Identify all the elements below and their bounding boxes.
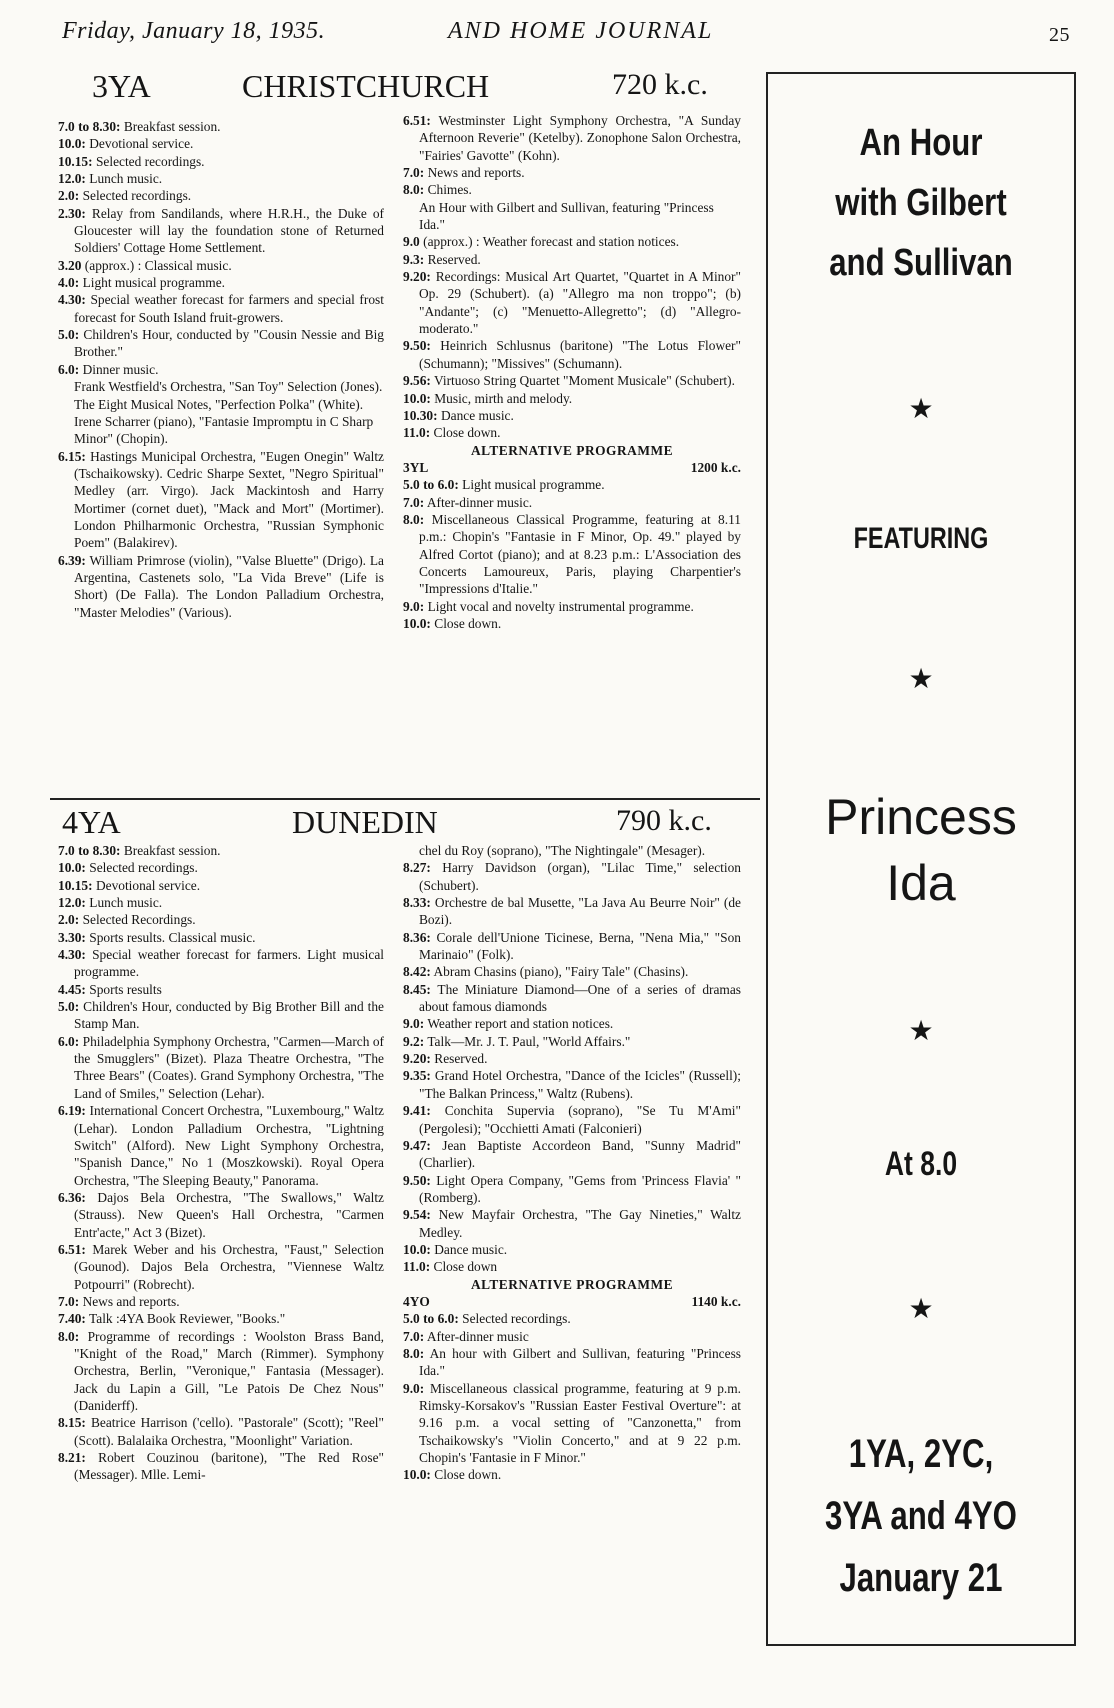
alternative-station-row [403, 459, 741, 476]
entry-text: Weather report and station notices. [427, 1016, 614, 1032]
entry-text: Close down [433, 1259, 498, 1275]
entry-time: 9.35: [403, 1068, 431, 1084]
entry-text: Selected recordings. [95, 153, 205, 169]
entry-time: 6.51: [403, 113, 431, 128]
entry-text: Miscellaneous classical programme, featuring at 9 p.m. Rimsky-Korsakov's "Russian Easter Festival Overture": at 9.16 p.m. a vocal setting of "Canzonetta," from Tschaikowsky's "Violin Concerto," and at 9 22 p.m. Chopin's 'Fantasie in F Minor." [419, 1380, 741, 1466]
entry-text: Heinrich Schlusnus (baritone) "The Lotus Flower" (Schumann); "Missives" (Schumann). [419, 338, 741, 371]
entry-text: After-dinner music [426, 1328, 529, 1344]
programme-entry [403, 199, 741, 234]
programme-entry [403, 929, 741, 964]
programme-entry [58, 998, 384, 1033]
advert-stations-line2: 3YA and 4YO [825, 1494, 1017, 1538]
entry-time: 2.0: [58, 912, 80, 928]
station-callsign: 4YA [62, 804, 121, 840]
entry-time: 9.2: [403, 1033, 425, 1049]
programme-entry [58, 326, 384, 361]
alt-station-frequency: 1200 k.c. [690, 459, 741, 475]
christchurch-right-column [403, 112, 741, 632]
programme-entry [403, 842, 741, 859]
entry-text: Devotional service. [89, 136, 194, 152]
programme-entry [58, 170, 384, 187]
entry-text: An hour with Gilbert and Sullivan, featuring "Princess Ida." [419, 1345, 741, 1379]
programme-entry [58, 274, 384, 291]
entry-time: 10.0: [403, 390, 431, 406]
programme-entry [403, 598, 741, 615]
programme-entry [403, 372, 741, 389]
advert-title-line1: Princess [825, 789, 1017, 845]
entry-time: 9.54: [403, 1207, 431, 1223]
entry-text: Dajos Bela Orchestra, "The Swallows," Waltz (Strauss). New Queen's Hall Orchestra, "Carmen Entr'acte," Act 3 (Bizet). [74, 1189, 384, 1240]
entry-time: 8.27: [403, 860, 431, 876]
programme-entry [403, 1380, 741, 1467]
entry-time: 2.0: [58, 188, 80, 204]
alt-station-callsign: 4YO [403, 1293, 430, 1309]
entry-time: 12.0: [58, 171, 86, 187]
entry-text: International Concert Orchestra, "Luxembourg," Waltz (Lehar). London Palladium Orchestra, "Lightning Switch" (Alford). New Light Symphony Orchestra, "Spanish Dance," No 1 (Moszkowski). Royal Opera Orchestra, "The Sleeping Beauty," Panorama. [74, 1103, 384, 1188]
programme-entry [403, 337, 741, 372]
entry-text: (approx.) : Classical music. [84, 257, 232, 273]
entry-text: News and reports. [82, 1293, 180, 1309]
station-heading-3ya [60, 68, 760, 108]
entry-text: New Mayfair Orchestra, "The Gay Nineties," Waltz Medley. [419, 1207, 741, 1240]
entry-time: 9.41: [403, 1103, 431, 1119]
entry-time: 10.30: [403, 407, 438, 423]
star-icon: ★ [908, 1293, 934, 1324]
programme-entry [58, 1449, 384, 1484]
entry-text: Programme of recordings : Woolston Brass Band, "Knight of the Road," March (Rimmer). Symphony Orchestra, Berlin, "Veronique," Fantasia (Messager). Jack du Lapin a Gill, "Le Patois De Chez Nous" (Daniderff). [74, 1328, 384, 1413]
programme-entry [403, 859, 741, 894]
entry-time: 8.0: [58, 1328, 80, 1344]
entry-text: Conchita Supervia (soprano), "Se Tu M'Ami" (Pergolesi); "Occhietti Amati (Falconieri) [419, 1103, 741, 1136]
entry-time: 9.50: [403, 338, 431, 354]
entry-time: 4.30: [58, 292, 86, 308]
entry-text: Sports results. Classical music. [89, 929, 256, 945]
entry-time: 7.0: [403, 494, 425, 510]
advert-title-line2: Ida [886, 855, 956, 911]
programme-entry [58, 1328, 384, 1415]
programme-entry [403, 164, 741, 181]
entry-text: Special weather forecast for farmers and special frost forecast for South Island fruit-growers. [74, 292, 384, 325]
entry-time: 6.36: [58, 1189, 86, 1205]
programme-entry [58, 894, 384, 911]
programme-entry [403, 1328, 741, 1345]
programme-entry [403, 1137, 741, 1172]
entry-time: 10.15: [58, 153, 93, 169]
programme-entry [58, 552, 384, 621]
entry-time: 10.15: [58, 877, 93, 893]
journal-title: AND HOME JOURNAL [448, 18, 714, 44]
programme-entry [58, 911, 384, 928]
section-divider [50, 798, 760, 800]
entry-text: Relay from Sandilands, where H.R.H., the Duke of Gloucester will lay the foundation stone of Returned Soldiers' Cottage Home Settlement. [74, 205, 384, 256]
programme-entry [58, 859, 384, 876]
entry-time: 5.0: [58, 327, 80, 343]
programme-entry [403, 181, 741, 198]
programme-entry [58, 448, 384, 552]
entry-time: 8.0: [403, 1345, 425, 1361]
entry-text: Lunch music. [89, 895, 163, 911]
entry-text: Breakfast session. [123, 119, 221, 134]
entry-time: 10.0: [403, 1241, 431, 1257]
programme-entry [403, 1206, 741, 1241]
entry-time: 7.40: [58, 1311, 86, 1327]
programme-entry [403, 1172, 741, 1207]
entry-text: chel du Roy (soprano), "The Nightingale" (Mesager). [419, 843, 706, 858]
programme-entry [58, 205, 384, 257]
entry-text: Dinner music. [82, 361, 159, 377]
entry-time: 7.0: [58, 1293, 80, 1309]
entry-text: Reserved. [427, 251, 481, 267]
entry-time: 8.45: [403, 981, 431, 997]
programme-entry [403, 1102, 741, 1137]
entry-text: Selected Recordings. [82, 912, 196, 928]
station-callsign: 3YA [92, 68, 151, 104]
entry-text: Philadelphia Symphony Orchestra, "Carmen—March of the Smugglers" (Bizet). Plaza Theatre Orchestra, "The Three Bears" (Coates). Grand Symphony Orchestra, "The Land of Smiles," Selection (Lehar). [74, 1033, 384, 1101]
entry-text: Breakfast session. [123, 843, 221, 858]
entry-text: Selected recordings. [89, 860, 198, 876]
station-city: CHRISTCHURCH [242, 68, 490, 104]
entry-text: Close down. [434, 615, 502, 631]
entry-text: Frank Westfield's Orchestra, "San Toy" Selection (Jones). The Eight Musical Notes, "Perfection Polka" (White). Irene Scharrer (piano), "Fantasie Impromptu in C Sharp Minor" (Chopin). [74, 379, 383, 447]
programme-entry [403, 233, 741, 250]
entry-text: Sports results [89, 981, 162, 997]
advert-stations-line1: 1YA, 2YC, [848, 1432, 994, 1476]
alternative-programme-heading: ALTERNATIVE PROGRAMME [470, 1276, 674, 1292]
entry-time: 8.0: [403, 182, 425, 198]
star-icon: ★ [908, 393, 934, 424]
entry-time: 9.50: [403, 1172, 431, 1188]
entry-time: 4.0: [58, 275, 80, 291]
programme-entry [403, 268, 741, 337]
entry-text: Reserved. [434, 1051, 488, 1067]
entry-text: An Hour with Gilbert and Sullivan, featuring "Princess Ida." [419, 199, 714, 233]
entry-time: 12.0: [58, 895, 86, 911]
programme-entry [403, 390, 741, 407]
entry-time: 9.20: [403, 1051, 431, 1067]
programme-entry [403, 1258, 741, 1275]
entry-time: 7.0: [403, 1328, 425, 1344]
entry-text: Close down. [434, 1467, 502, 1483]
programme-entry [58, 1293, 384, 1310]
entry-time: 9.0: [403, 598, 425, 614]
entry-text: Selected recordings. [462, 1311, 571, 1327]
entry-time: 8.15: [58, 1415, 86, 1431]
programme-entry [58, 135, 384, 152]
entry-time: 8.42: [403, 964, 431, 980]
entry-time: 8.33: [403, 895, 431, 911]
entry-time: 6.39: [58, 552, 86, 568]
station-frequency: 790 k.c. [616, 804, 712, 837]
entry-time: 4.45: [58, 981, 86, 997]
station-heading-4ya [60, 804, 760, 844]
entry-text: Talk—Mr. J. T. Paul, "World Affairs." [427, 1033, 631, 1049]
entry-text: Chimes. [427, 182, 472, 198]
entry-text: Special weather forecast for farmers. Light musical programme. [74, 947, 384, 980]
programme-entry [403, 407, 741, 424]
entry-text: Light Opera Company, "Gems from 'Princess Flavia' " (Romberg). [419, 1172, 741, 1205]
entry-time: 2.30: [58, 205, 86, 221]
programme-entry [403, 1345, 741, 1380]
programme-entry [403, 476, 741, 493]
page-header [28, 18, 1086, 52]
programme-entry [58, 378, 384, 447]
entry-text: Children's Hour, conducted by Big Brother Bill and the Stamp Man. [74, 999, 384, 1032]
entry-text: Orchestre de bal Musette, "La Java Au Beurre Noir" (de Bozi). [419, 895, 741, 928]
programme-entry [58, 842, 384, 859]
entry-time: 8.0: [403, 511, 425, 527]
entry-time: 9.3: [403, 251, 425, 267]
entry-text: (approx.) : Weather forecast and station notices. [423, 234, 680, 250]
entry-text: Music, mirth and melody. [434, 390, 573, 406]
star-icon: ★ [908, 663, 934, 694]
programme-entry [58, 946, 384, 981]
entry-time: 8.36: [403, 929, 431, 945]
entry-time: 10.0: [58, 136, 86, 152]
entry-text: Marek Weber and his Orchestra, "Faust," Selection (Gounod). Dajos Bela Orchestra, "Viennese Waltz Potpourri" (Robrecht). [74, 1241, 384, 1292]
entry-text: Light vocal and novelty instrumental programme. [427, 598, 694, 614]
entry-text: Light musical programme. [82, 275, 225, 291]
entry-text: After-dinner music. [426, 494, 533, 510]
entry-time: 11.0: [403, 1259, 431, 1275]
entry-time: 6.0: [58, 361, 80, 377]
programme-entry [403, 615, 741, 632]
entry-text: Dance music. [440, 407, 514, 423]
entry-time: 6.19: [58, 1103, 86, 1119]
entry-time: 9.0 [403, 234, 420, 250]
programme-entry [58, 981, 384, 998]
entry-time: 6.15: [58, 448, 86, 464]
programme-entry [403, 112, 741, 164]
entry-time: 6.51: [58, 1241, 86, 1257]
advert-headline-line2: with Gilbert [835, 182, 1007, 224]
programme-entry [403, 1310, 741, 1327]
entry-text: Hastings Municipal Orchestra, "Eugen Onegin" Waltz (Tschaikowsky). Cedric Sharpe Sextet, "Negro Spiritual" Medley (arr. Virgo). Jack Mackintosh and Harry Mortimer (cornet duet), "Mack and Mort" (Mortimer). London Philharmonic Orchestra, "Russian Symphonic Poem" (Balakirev). [74, 448, 384, 551]
programme-entry [58, 257, 384, 274]
entry-text: William Primrose (violin), "Valse Bluette" (Drigo). La Argentina, Castenets solo, "La Vida Breve" (Life is Short) (De Falla). The London Palladium Orchestra, "Master Melodies" (Various). [74, 552, 384, 620]
entry-text: Children's Hour, conducted by "Cousin Nessie and Big Brother." [74, 327, 384, 360]
entry-text: Virtuoso String Quartet "Moment Musicale" (Schubert). [434, 373, 735, 389]
advert-headline-line1: An Hour [859, 122, 983, 164]
entry-text: Harry Davidson (organ), "Lilac Time," selection (Schubert). [419, 860, 741, 893]
programme-entry [58, 361, 384, 378]
entry-text: Devotional service. [95, 877, 201, 893]
entry-text: Talk :4YA Book Reviewer, "Books." [89, 1311, 286, 1327]
gilbert-sullivan-advert [766, 72, 1076, 1646]
programme-entry [58, 187, 384, 204]
entry-text: Abram Chasins (piano), "Fairy Tale" (Chasins). [433, 964, 689, 980]
programme-entry [403, 511, 741, 598]
entry-time: 9.0: [403, 1016, 425, 1032]
programme-entry [58, 118, 384, 135]
entry-text: Close down. [433, 425, 501, 441]
entry-time: 3.30: [58, 929, 86, 945]
programme-entry [58, 1310, 384, 1327]
programme-entry [403, 1033, 741, 1050]
entry-time: 10.0: [403, 615, 431, 631]
advert-date: January 21 [839, 1556, 1003, 1600]
programme-entry [58, 1414, 384, 1449]
entry-time: 7.0 to 8.30: [58, 843, 121, 858]
entry-text: Miscellaneous Classical Programme, featuring at 8.11 p.m.: Chopin's "Fantasie in F Minor, Op. 49." played by Alfred Cortot (piano); and at 8.23 p.m.: L'Association des Concerts Lamoureux, Paris, playing Charpentier's "Impressions d'Italie." [419, 511, 741, 597]
entry-time: 11.0: [403, 425, 431, 441]
alt-station-callsign: 3YL [403, 459, 429, 475]
entry-text: Lunch music. [89, 171, 163, 187]
entry-text: Westminster Light Symphony Orchestra, "A Sunday Afternoon Reverie" (Ketelby). Zonophone Salon Orchestra, "Fairies' Gavotte" (Kohn). [419, 113, 741, 163]
programme-entry [403, 424, 741, 441]
entry-text: Dance music. [434, 1241, 508, 1257]
entry-time: 9.20: [403, 269, 431, 285]
entry-time: 5.0: [58, 999, 80, 1015]
entry-text: Grand Hotel Orchestra, "Dance of the Icicles" (Russell); "The Balkan Princess," Waltz (Rubens). [419, 1068, 741, 1101]
entry-time: 6.0: [58, 1033, 80, 1049]
entry-time: 4.30: [58, 947, 86, 963]
alternative-station-row [403, 1293, 741, 1310]
dunedin-right-column [403, 842, 741, 1484]
programme-entry [403, 1067, 741, 1102]
entry-time: 7.0 to 8.30: [58, 119, 121, 134]
entry-time: 10.0: [58, 860, 86, 876]
programme-entry [58, 877, 384, 894]
entry-time: 10.0: [403, 1467, 431, 1483]
entry-time: 8.21: [58, 1450, 86, 1466]
programme-entry [403, 1050, 741, 1067]
entry-text: Beatrice Harrison ('cello). "Pastorale" (Scott); "Reel" (Scott). Balalaika Orchestra, "Moonlight" Variation. [74, 1415, 384, 1448]
alternative-programme-heading: ALTERNATIVE PROGRAMME [470, 442, 674, 458]
entry-text: Recordings: Musical Art Quartet, "Quartet in A Minor" Op. 29 (Schubert). (a) "Allegro ma non troppo"; (b) "Andante"; (c) "Menuetto-Allegretto"; (d) "Allegro-moderato." [419, 269, 741, 337]
programme-entry [403, 963, 741, 980]
programme-entry [403, 1466, 741, 1483]
entry-time: 5.0 to 6.0: [403, 477, 459, 493]
advert-time: At 8.0 [884, 1145, 958, 1183]
programme-entry [403, 1015, 741, 1032]
entry-text: Light musical programme. [462, 477, 605, 493]
programme-entry [58, 153, 384, 170]
programme-entry [58, 1189, 384, 1241]
page-number: 25 [1049, 24, 1070, 46]
programme-entry [58, 1241, 384, 1293]
advert-headline-line3: and Sullivan [829, 242, 1013, 284]
alt-station-frequency: 1140 k.c. [691, 1293, 741, 1309]
programme-entry [58, 1102, 384, 1189]
star-icon: ★ [908, 1015, 934, 1046]
entry-text: The Miniature Diamond—One of a series of dramas about famous diamonds [419, 981, 741, 1015]
entry-text: Selected recordings. [82, 188, 192, 204]
entry-time: 9.56: [403, 373, 431, 389]
entry-text: News and reports. [427, 165, 525, 181]
issue-date: Friday, January 18, 1935. [62, 18, 326, 44]
entry-text: Jean Baptiste Accordeon Band, "Sunny Madrid" (Charlier). [419, 1137, 741, 1171]
dunedin-left-column [58, 842, 384, 1484]
programme-entry [58, 929, 384, 946]
entry-time: 7.0: [403, 165, 425, 181]
christchurch-left-column [58, 118, 384, 621]
entry-time: 9.0: [403, 1380, 425, 1396]
programme-entry [58, 291, 384, 326]
station-frequency: 720 k.c. [612, 68, 708, 101]
entry-time: 9.47: [403, 1137, 431, 1153]
entry-time: 5.0 to 6.0: [403, 1311, 459, 1327]
programme-entry [403, 894, 741, 929]
programme-entry [403, 251, 741, 268]
entry-time: 3.20 [58, 257, 82, 273]
station-city: DUNEDIN [292, 804, 438, 840]
programme-entry [403, 1241, 741, 1258]
advert-featuring: FEATURING [853, 522, 989, 555]
programme-entry [403, 981, 741, 1016]
entry-text: Robert Couzinou (baritone), "The Red Rose" (Messager). Mlle. Lemi- [74, 1450, 384, 1483]
entry-text: Corale dell'Unione Ticinese, Berna, "Nena Mia," "Son Marinaio" (Folk). [419, 929, 741, 963]
programme-entry [403, 494, 741, 511]
programme-entry [58, 1033, 384, 1102]
